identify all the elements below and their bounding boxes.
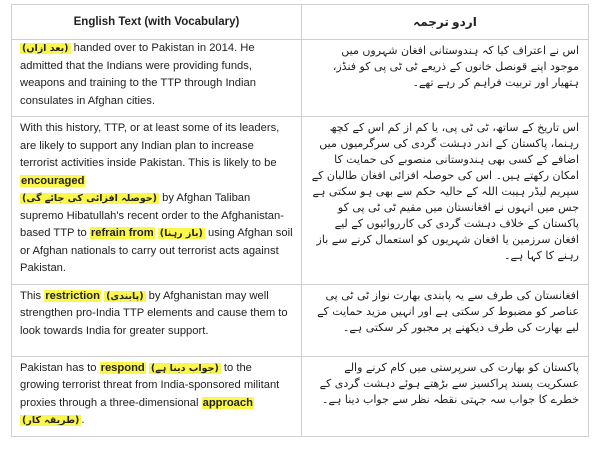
english-cell — [12, 40, 302, 117]
table-row — [12, 40, 589, 117]
urdu-cell: افغانستان کی طرف سے یہ پابندی بھارت نواز ٹی ٹی پی عناصر کو مضبوط کر سکتی ہے اور انہیں مزید حمایت کے لیے بھارت کی طرف دیکھنے پر مجبور کر سکتی ہے۔ — [302, 284, 589, 356]
english-text: by Afghan Taliban supremo Hibatullah's recent order to the Afghanistan-based TTP to — [20, 192, 284, 239]
translation-table — [11, 4, 589, 437]
urdu-cell: پاکستان کو بھارت کی سرپرستی میں کام کرنے والے عسکریت پسند پراکسیز سے بڑھتے ہوئے دہشت گردی کے خطرے کا جواب سہ جہتی نقطہ نظر سے جواب دینا ہے۔ — [302, 356, 589, 436]
english-text: using Afghan soil or Afghan nationals to carry out terrorist acts against Pakistan. — [20, 227, 293, 274]
table-row — [12, 356, 589, 436]
english-text: handed over to Pakistan in 2014. He admitted that the Indians were providing funds, weapons and training to the TTP through Indian consulates in Afghan cities. — [20, 42, 256, 107]
urdu-column-header: اردو ترجمہ — [302, 5, 589, 40]
vocab-highlight-urdu: (بعد ازاں) — [22, 43, 69, 54]
vocab-highlight-urdu: (حوصلہ افزائی کی جائے گی) — [22, 193, 157, 204]
vocab-highlight: approach — [202, 396, 253, 409]
vocab-highlight-urdu: (طریقہ کار) — [22, 415, 80, 426]
english-text: by Afghanistan may well strengthen pro-India TTP elements and cause them to look towards India for greater support. — [20, 289, 288, 337]
urdu-cell: اس نے اعتراف کیا کہ ہندوستانی افغان شہروں میں موجود اپنے قونصل خانوں کے ذریعے ٹی ٹی پی کو فنڈز، ہتھیار اور تربیت فراہم کر رہے تھے۔ — [302, 40, 589, 117]
english-cell — [12, 356, 302, 436]
vocab-highlight: refrain from — [90, 227, 154, 239]
english-text: This — [20, 289, 45, 302]
table-row — [12, 284, 589, 356]
english-cell — [12, 284, 302, 356]
urdu-cell: اس تاریخ کے ساتھ، ٹی ٹی پی، یا کم از کم اس کے کچھ رہنما، پاکستان کے اندر دہشت گردی کی سرگرمیوں میں اضافے کے کسی بھی ہندوستانی منصوبے کی حمایت کا امکان رکھتے ہیں۔ اس کی حوصلہ افزائی افغان طالبان کے سپریم لیڈر ہیبت اللہ کے حالیہ حکم سے بھی ہو سکتی ہے جس میں انہوں نے افغانستان میں مقیم ٹی ٹی پی کو پاکستان کے خلاف دہشت گردی کی کارروائیوں کے لیے افغان سرزمین یا افغان شہریوں کو استعمال کرنے سے باز رہنے کا کہا ہے۔ — [302, 117, 589, 285]
english-text: Pakistan has to — [20, 361, 100, 374]
table-header-row — [12, 5, 589, 40]
vocab-highlight: encouraged — [21, 174, 85, 187]
table-row — [12, 117, 589, 285]
english-text: . — [81, 414, 85, 426]
vocab-highlight-urdu: (باز رہنا) — [159, 228, 203, 239]
vocab-highlight-urdu: (پابندی) — [106, 290, 144, 302]
english-text: to the growing terrorist threat from India-sponsored militant proxies through a three-dimensional — [20, 361, 280, 409]
vocab-highlight-urdu: (جواب دینا ہے) — [150, 362, 219, 374]
vocabulary-table — [11, 4, 589, 437]
english-column-header: English Text (with Vocabulary) — [12, 5, 302, 40]
english-text: With this history, TTP, or at least some of its leaders, are likely to support any Indian plan to increase terrorist activities inside Pakistan. This is likely to be — [20, 122, 280, 169]
vocab-highlight: restriction — [45, 289, 100, 302]
english-cell — [12, 117, 302, 285]
vocab-highlight: respond — [100, 361, 145, 374]
